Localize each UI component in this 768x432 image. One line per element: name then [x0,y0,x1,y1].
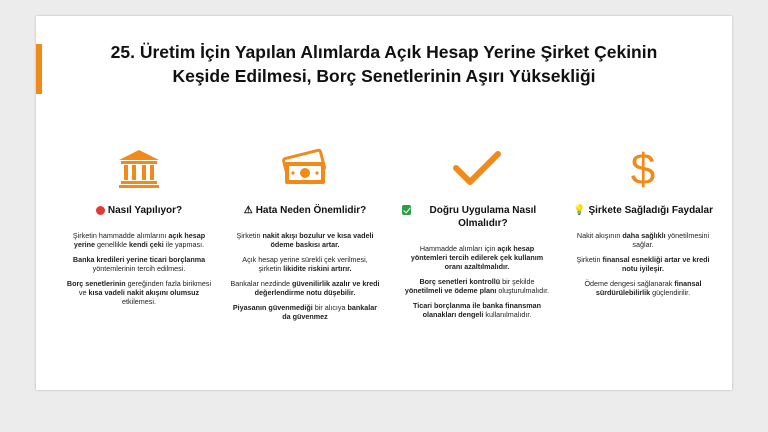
green-check-icon [402,205,411,215]
heading-text: Hata Neden Önemlidir? [255,205,367,216]
text-run: Şirketin [236,231,263,240]
text-run: yönetilmesini sağlar. [632,231,710,249]
text-run: Bankalar nezdinde [230,279,293,288]
column-paragraph [64,255,214,273]
column-paragraph [64,279,214,306]
warning-icon: ⚠ [243,205,253,216]
text-run: Hammadde alımları için [419,244,498,253]
red-circle-icon [96,206,105,215]
bold-run: Banka kredileri yerine ticari borçlanma [72,255,206,264]
heading-text: Doğru Uygulama Nasıl Olmalıdır? [429,205,537,229]
bold-run: bankalar da güvenmez [282,303,378,321]
text-run: genellikle [95,240,130,249]
text-run: Açık hesap yerine sürekli çek verilmesi, şirketin [242,255,368,273]
heading-text: Şirkete Sağladığı Faydalar [588,205,713,216]
column-heading [64,204,214,217]
column-paragraph [568,279,718,297]
column-why-important [230,146,380,327]
text-run: gereğinden fazla birikmesi ve [78,279,212,297]
accent-bar [36,44,42,94]
text-run: ile yapması. [163,240,205,249]
text-run: güçlendirilir. [650,288,691,297]
column-body [568,231,718,297]
text-run: yöntemlerinin tercih edilmesi. [92,264,186,273]
dollar-icon [568,146,718,190]
bold-run: finansal sürdürülebilirlik [595,279,702,297]
text-run: Şirketin hammadde alımlarını [72,231,169,240]
text-run: Nakit akışının [576,231,623,240]
column-heading [230,204,380,217]
bold-run: kısa vadeli nakit akışını olumsuz [88,288,200,297]
heading-text: Nasıl Yapılıyor? [107,205,183,216]
column-benefits [568,146,718,303]
text-run: Ödeme dengesi sağlanarak [584,279,675,288]
slide-title [56,40,712,88]
text-run: etkilemesi. [122,297,156,306]
bold-run: Ticari borçlanma ile banka finansman olanakları dengeli [412,301,542,319]
lightbulb-icon: 💡 [573,205,586,216]
bold-run: nakit akışı bozulur ve kısa vadeli ödeme baskısı artar. [262,231,374,249]
bold-run: açık hesap [497,244,535,253]
bold-run: kendi çeki [129,240,164,249]
bold-run: Piyasanın güvenmediği [232,303,313,312]
bold-run: daha sağlıklı [622,231,666,240]
checkmark-icon [402,146,552,190]
bold-run: Borç senetlerinin [66,279,126,288]
bold-run: Borç senetleri kontrollü [419,277,501,286]
money-icon [230,146,380,190]
column-how-it-works [64,146,214,312]
column-paragraph [402,277,552,295]
bank-icon [64,146,214,190]
bold-run: yönetilmeli ve [404,286,453,295]
text-run: oluşturulmalıdır. [496,286,550,295]
bold-run: ödeme planı [454,286,497,295]
column-body [230,231,380,321]
bold-run: yöntemleri tercih edilerek çek kullanım oranı azaltılmalıdır. [410,253,544,271]
bold-run: açık hesap yerine [73,231,206,249]
column-heading [402,204,552,230]
column-paragraph [64,231,214,249]
text-run: Şirketin [576,255,603,264]
column-heading [568,204,718,217]
title-line-1: 25. Üretim İçin Yapılan Alımlarda Açık Hesap Yerine Şirket Çekinin [110,42,658,62]
text-run: bir şekilde [500,277,535,286]
bold-run: güvenilirlik azalır ve kredi değerlendirme notu düşebilir. [254,279,380,297]
column-correct-practice [402,146,552,325]
column-body [64,231,214,306]
column-body [402,244,552,319]
text-run: kullanılmalıdır. [483,310,532,319]
slide [36,16,732,390]
column-paragraph [568,231,718,249]
text-run: bir alıcıya [312,303,348,312]
column-paragraph [230,255,380,273]
column-paragraph [568,255,718,273]
column-paragraph [230,231,380,249]
column-paragraph [230,279,380,297]
bold-run: likidite riskini artırır. [283,264,352,273]
title-line-2: Keşide Edilmesi, Borç Senetlerinin Aşırı Yüksekliği [172,66,596,86]
column-paragraph [402,301,552,319]
column-paragraph [402,244,552,271]
bold-run: finansal esnekliği artar ve kredi notu iyileşir. [602,255,710,273]
column-paragraph [230,303,380,321]
svg-text:$: $ [630,146,656,190]
